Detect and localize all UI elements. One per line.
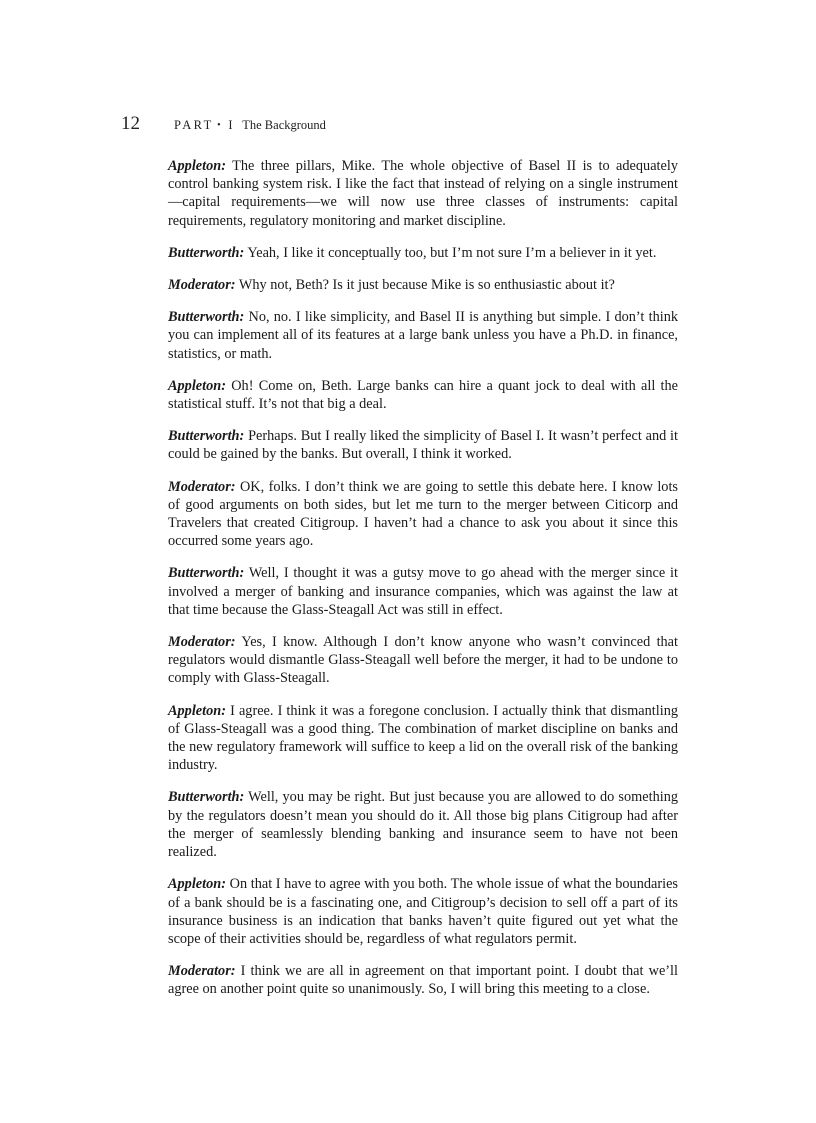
dialogue-paragraph	[168, 157, 678, 230]
speaker-name: Moderator:	[168, 963, 236, 980]
dialogue-text: Oh! Come on, Beth. Large banks can hire a quant jock to deal with all the statistical stuff. It’s not that big a deal.	[168, 377, 678, 413]
speaker-name: Appleton:	[168, 377, 226, 394]
page-header	[0, 113, 816, 137]
dialogue-text: Perhaps. But I really liked the simplicity of Basel I. It wasn’t perfect and it could be gained by the banks. But overall, I think it worked.	[168, 428, 678, 463]
dialogue-text: Well, you may be right. But just because you are allowed to do something by the regulators doesn’t mean you should do it. All those big plans Citigroup had after the merger of seamlessly blending banking and insurance seem to have not been realized.	[168, 789, 678, 861]
dialogue-text: I agree. I think it was a foregone conclusion. I actually think that dismantling of Glass-Steagall was a good thing. The combination of market discipline on banks and the new regulatory framework will suffice to keep a lid on the overall risk of the banking industry.	[168, 702, 678, 774]
dialogue-paragraph	[168, 564, 678, 619]
dialogue-paragraph	[168, 276, 678, 294]
dialogue-text: Why not, Beth? Is it just because Mike is so enthusiastic about it?	[238, 277, 615, 294]
speaker-name: Moderator:	[168, 478, 236, 495]
dialogue-paragraph	[168, 244, 678, 262]
dialogue-text: I think we are all in agreement on that important point. I doubt that we’ll agree on another point quite so unanimously. So, I will bring this meeting to a close.	[168, 963, 678, 998]
dialogue-paragraph	[168, 788, 678, 861]
dialogue-text: No, no. I like simplicity, and Basel II is anything but simple. I don’t think you can implement all of its features at a large bank unless you have a Ph.D. in finance, statistics, or math.	[168, 309, 678, 362]
part-number: I	[228, 118, 233, 132]
dialogue-paragraph	[168, 308, 678, 363]
speaker-name: Appleton:	[168, 702, 226, 719]
part-label: PART	[174, 118, 214, 132]
speaker-name: Butterworth:	[168, 309, 245, 326]
dialogue-text: The three pillars, Mike. The whole objective of Basel II is to adequately control banking system risk. I like the fact that instead of relying on a single instrument—capital requirements—we will now use three classes of instruments: capital requirements, regulatory monitoring and market discipline.	[168, 158, 678, 229]
speaker-name: Butterworth:	[168, 428, 245, 445]
speaker-name: Butterworth:	[168, 789, 245, 806]
dialogue-text: Well, I thought it was a gutsy move to go ahead with the merger since it involved a merger of banking and insurance companies, which was against the law at that time because the Glass-Steagall Act was still in effect.	[168, 565, 678, 618]
speaker-name: Butterworth:	[168, 565, 245, 582]
speaker-name: Moderator:	[168, 277, 236, 294]
dialogue-text: Yes, I know. Although I don’t know anyone who wasn’t convinced that regulators would dismantle Glass-Steagall well before the merger, it had to be undone to comply with Glass-Steagall.	[168, 634, 679, 687]
speaker-name: Appleton:	[168, 158, 226, 174]
dialogue-paragraph	[168, 702, 678, 775]
dialogue-text: OK, folks. I don’t think we are going to settle this debate here. I know lots of good arguments on both sides, but let me turn to the merger between Citicorp and Travelers that created Citigroup. I haven’t had a chance to ask you about it since this occurred some years ago.	[168, 478, 678, 550]
speaker-name: Butterworth:	[168, 244, 245, 261]
dialogue-paragraph	[168, 478, 678, 551]
speaker-name: Moderator:	[168, 634, 236, 651]
dialogue-paragraph	[168, 962, 678, 998]
part-separator-bullet: •	[217, 120, 221, 131]
speaker-name: Appleton:	[168, 876, 226, 893]
page-number: 12	[121, 113, 140, 134]
dialogue-text: On that I have to agree with you both. The whole issue of what the boundaries of a bank should be is a fascinating one, and Citigroup’s decision to sell off a part of its insurance business is an indication that banks haven’t quite figured out yet what the scope of their activities should be, regardless of what regulators permit.	[168, 876, 678, 947]
dialogue-paragraph	[168, 377, 678, 413]
dialogue-paragraph	[168, 427, 678, 463]
dialogue-body	[168, 157, 678, 1013]
dialogue-paragraph	[168, 633, 678, 688]
running-head	[174, 117, 326, 135]
dialogue-paragraph	[168, 875, 678, 948]
dialogue-text: Yeah, I like it conceptually too, but I’m not sure I’m a believer in it yet.	[247, 244, 657, 261]
section-title: The Background	[242, 118, 326, 132]
